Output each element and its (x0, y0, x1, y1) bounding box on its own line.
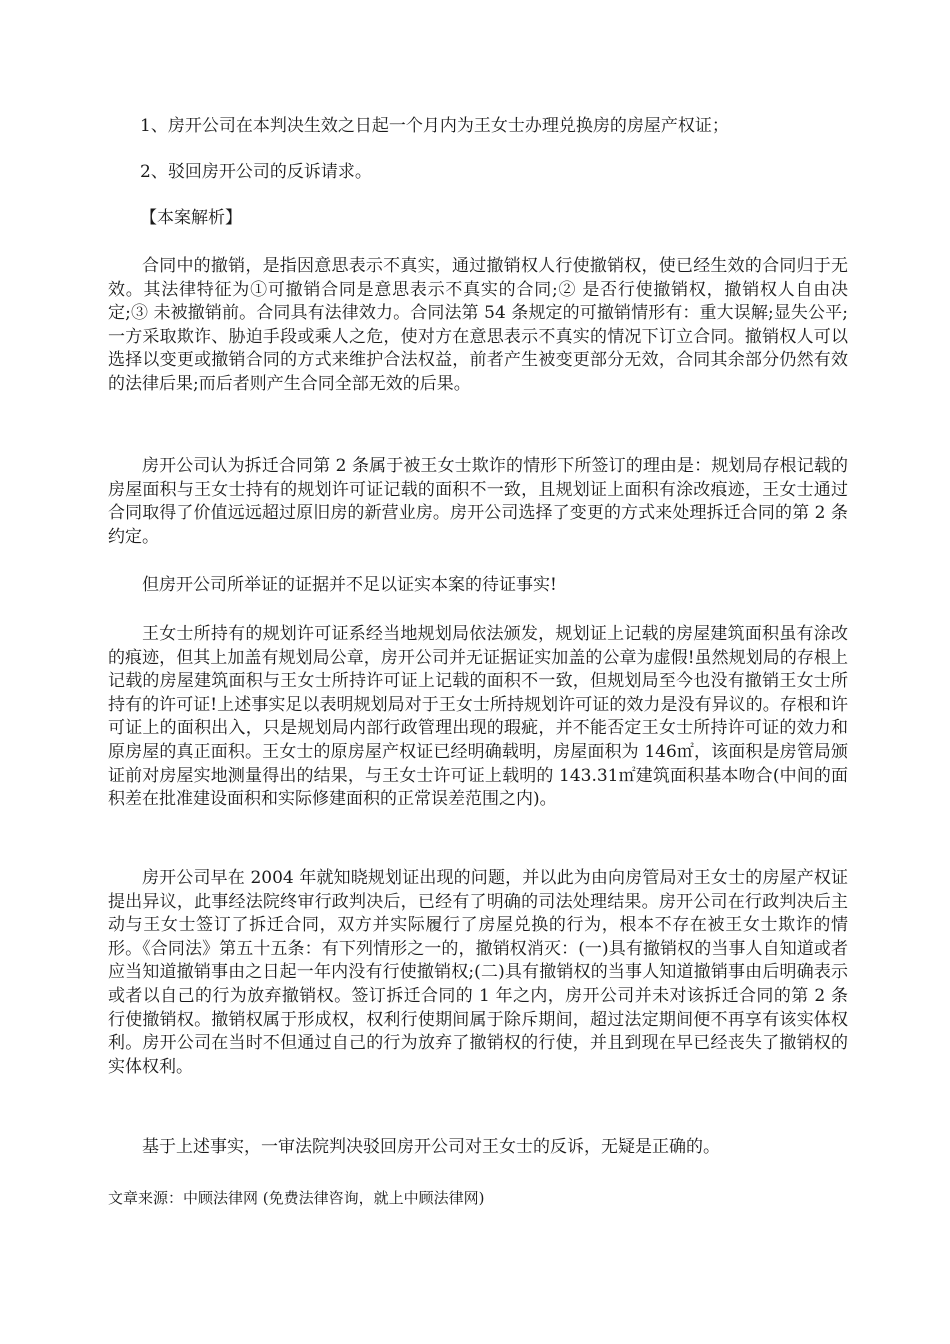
analysis-paragraph-5: 房开公司早在 2004 年就知晓规划证出现的问题，并以此为由向房管局对王女士的房屋产权证提出异议，此事经法院终审行政判决后，已经有了明确的司法处理结果。房开公司在行政判决后主动与王女士签订了拆迁合同，双方并实际履行了房屋兑换的行为，根本不存在被王女士欺诈的情形。《合同法》第五十五条：有下列情形之一的，撤销权消灭：(一)具有撤销权的当事人自知道或者应当知道撤销事由之日起一年内没有行使撤销权;(二)具有撤销权的当事人知道撤销事由后明确表示或者以自己的行为放弃撤销权。签订拆迁合同的 1 年之内，房开公司并未对该拆迁合同的第 2 条行使撤销权。撤销权属于形成权，权利行使期间属于除斥期间，超过法定期间便不再享有该实体权利。房开公司在当时不但通过自己的行为放弃了撤销权的行使，并且到现在早已经丧失了撤销权的实体权利。 (108, 868, 848, 1077)
analysis-heading: 【本案解析】 (140, 208, 242, 228)
judgment-item-1: 1、房开公司在本判决生效之日起一个月内为王女士办理兑换房的房屋产权证； (140, 116, 729, 136)
analysis-paragraph-4: 王女士所持有的规划许可证系经当地规划局依法颁发，规划证上记载的房屋建筑面积虽有涂改的痕迹，但其上加盖有规划局公章，房开公司并无证据证实加盖的公章为虚假!虽然规划局的存根上记载的房屋建筑面积与王女士所持许可证上记载的面积不一致，但规划局至今也没有撤销王女士所持有的许可证!上述事实足以表明规划局对于王女士所持规划许可证的效力是没有异议的。存根和许可证上的面积出入，只是规划局内部行政管理出现的瑕疵，并不能否定王女士所持许可证的效力和原房屋的真正面积。王女士的原房屋产权证已经明确载明，房屋面积为 146㎡，该面积是房管局颁证前对房屋实地测量得出的结果，与王女士许可证上载明的 143.31㎡建筑面积基本吻合(中间的面积差在批准建设面积和实际修建面积的正常误差范围之内)。 (108, 624, 848, 810)
article-source: 文章来源：中顾法律网 (免费法律咨询，就上中顾法律网) (108, 1189, 485, 1207)
analysis-paragraph-3: 但房开公司所举证的证据并不足以证实本案的待证事实! (142, 575, 557, 595)
analysis-paragraph-6: 基于上述事实，一审法院判决驳回房开公司对王女士的反诉，无疑是正确的。 (142, 1137, 720, 1157)
judgment-item-2: 2、驳回房开公司的反诉请求。 (140, 162, 372, 182)
analysis-paragraph-2: 房开公司认为拆迁合同第 2 条属于被王女士欺诈的情形下所签订的理由是：规划局存根记载的房屋面积与王女士持有的规划许可证记载的面积不一致，且规划证上面积有涂改痕迹，王女士通过合同取得了价值远远超过原旧房的新营业房。房开公司选择了变更的方式来处理拆迁合同的第 2 条约定。 (108, 456, 848, 547)
analysis-paragraph-1: 合同中的撤销，是指因意思表示不真实，通过撤销权人行使撤销权，使已经生效的合同归于无效。其法律特征为①可撤销合同是意思表示不真实的合同;② 是否行使撤销权，撤销权人自由决定;③ 未被撤销前。合同具有法律效力。合同法第 54 条规定的可撤销情形有：重大误解;显失公平;一方采取欺诈、胁迫手段或乘人之危，使对方在意思表示不真实的情况下订立合同。撤销权人可以选择以变更或撤销合同的方式来维护合法权益，前者产生被变更部分无效，合同其余部分仍然有效的法律后果;而后者则产生合同全部无效的后果。 (108, 256, 848, 394)
